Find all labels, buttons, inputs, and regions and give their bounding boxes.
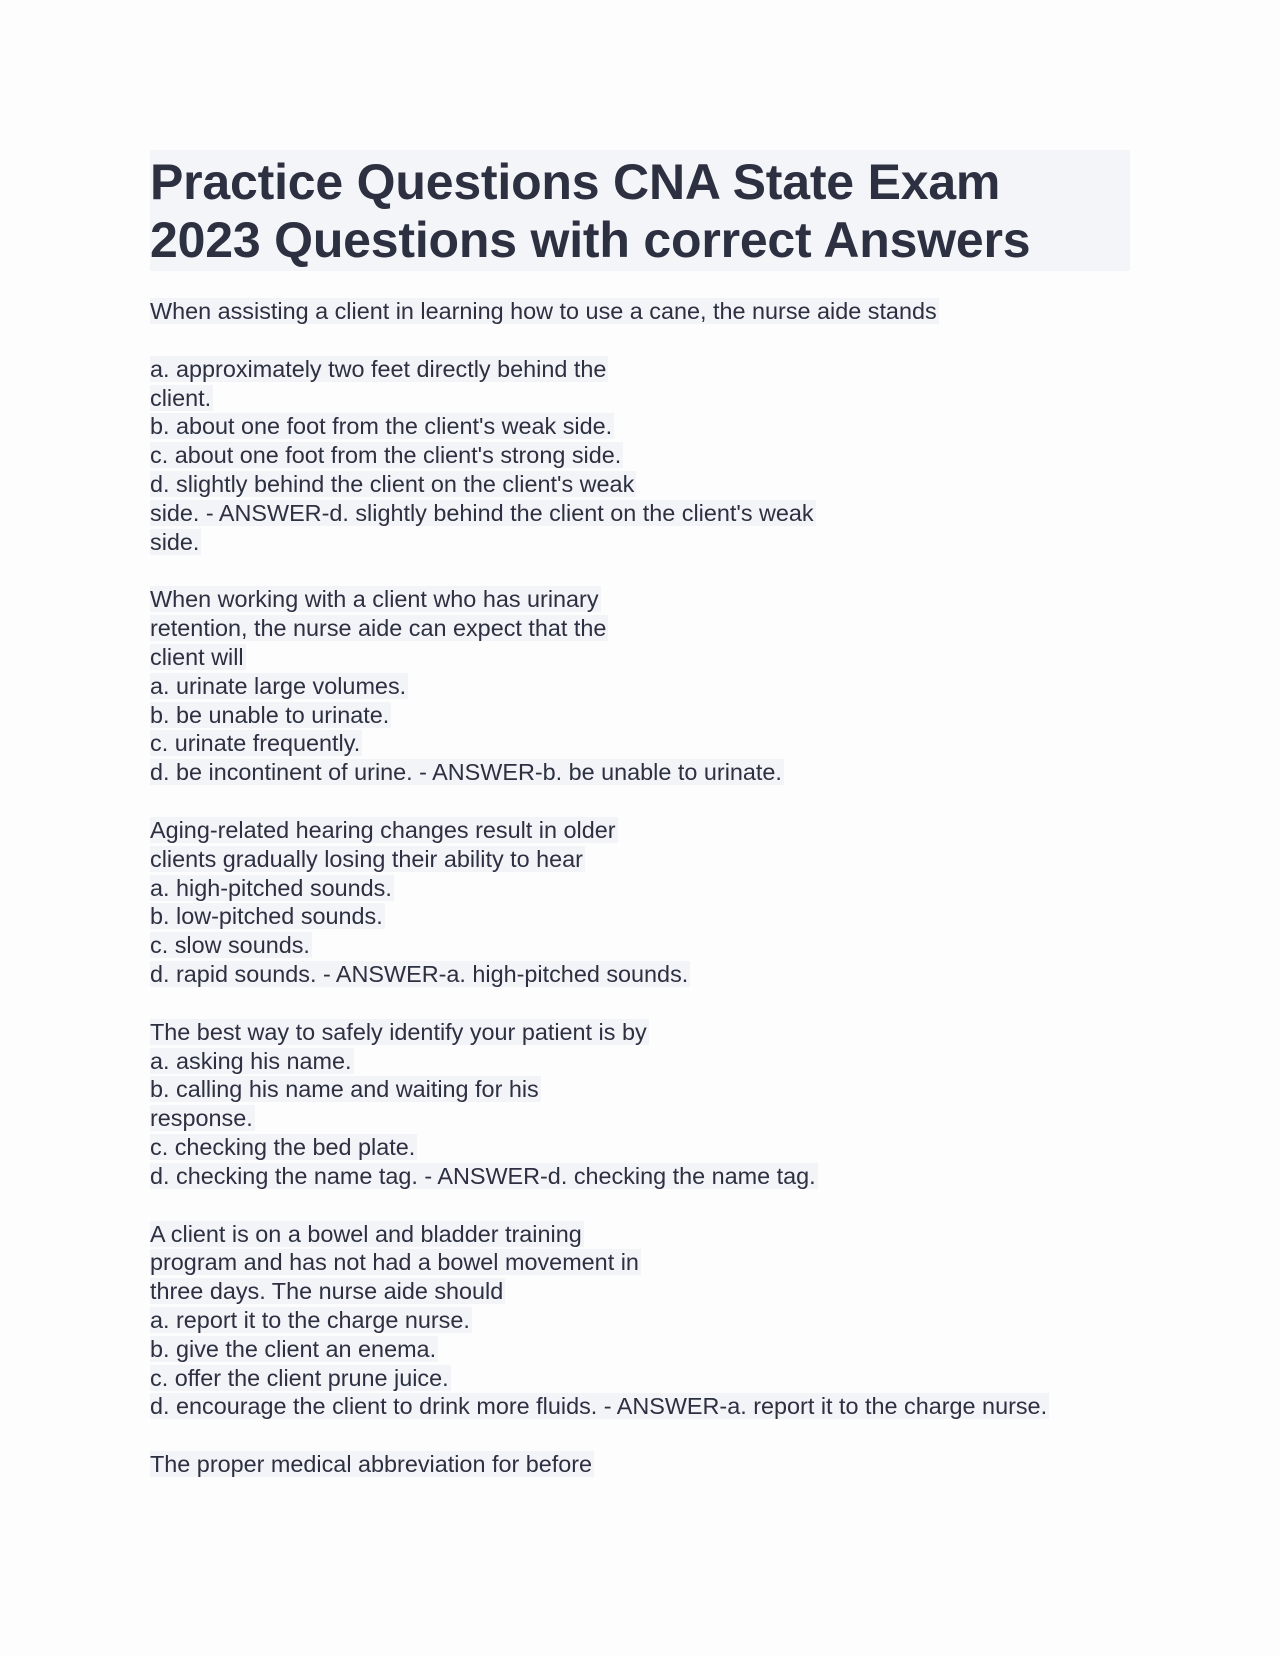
option-line: a. approximately two feet directly behind the [150,355,607,382]
question-6 [150,1450,1130,1479]
question-stem: program and has not had a bowel movement in [150,1249,639,1276]
answer-line: d. rapid sounds. - ANSWER-a. high-pitched sounds. [150,960,689,987]
option-line: c. about one foot from the client's strong side. [150,442,622,469]
title-line-1: Practice Questions CNA State Exam [150,154,1001,210]
question-1-options [150,355,1130,557]
option-line: b. about one foot from the client's weak side. [150,413,613,440]
question-1 [150,297,1130,326]
question-stem: three days. The nurse aide should [150,1278,504,1305]
answer-line: d. encourage the client to drink more fluids. - ANSWER-a. report it to the charge nurse. [150,1393,1048,1420]
option-line: response. [150,1105,253,1132]
question-stem: client will [150,643,244,670]
option-line: a. report it to the charge nurse. [150,1306,470,1333]
question-stem: Aging-related hearing changes result in older [150,816,616,843]
title-line-2: 2023 Questions with correct Answers [150,212,1031,268]
option-line: a. high-pitched sounds. [150,874,392,901]
option-line: b. give the client an enema. [150,1335,437,1362]
option-line: c. urinate frequently. [150,730,361,757]
answer-line: side. - ANSWER-d. slightly behind the client on the client's weak [150,499,814,526]
option-line: client. [150,384,212,411]
option-line: c. offer the client prune juice. [150,1364,449,1391]
document-title [150,153,1130,269]
question-4 [150,1018,1130,1191]
answer-line: d. be incontinent of urine. - ANSWER-b. be unable to urinate. [150,759,782,786]
question-stem: When assisting a client in learning how to use a cane, the nurse aide stands [150,298,937,324]
question-stem: A client is on a bowel and bladder training [150,1220,582,1247]
question-2 [150,585,1130,787]
document-title-box [150,150,1130,271]
option-line: c. slow sounds. [150,932,310,959]
option-line: b. be unable to urinate. [150,701,390,728]
question-stem: The best way to safely identify your patient is by [150,1018,647,1045]
question-stem: When working with a client who has urinary [150,586,599,613]
question-5 [150,1220,1130,1422]
document-page [150,150,1130,1508]
option-line: d. slightly behind the client on the client's weak [150,470,635,497]
option-line: a. asking his name. [150,1047,352,1074]
answer-line: side. [150,528,200,555]
option-line: a. urinate large volumes. [150,672,407,699]
option-line: b. low-pitched sounds. [150,903,383,930]
question-stem: The proper medical abbreviation for before [150,1451,593,1478]
question-stem: clients gradually losing their ability to hear [150,845,583,872]
question-3 [150,816,1130,989]
answer-line: d. checking the name tag. - ANSWER-d. checking the name tag. [150,1162,816,1189]
option-line: b. calling his name and waiting for his [150,1076,539,1103]
question-stem: retention, the nurse aide can expect that the [150,615,607,642]
option-line: c. checking the bed plate. [150,1133,416,1160]
